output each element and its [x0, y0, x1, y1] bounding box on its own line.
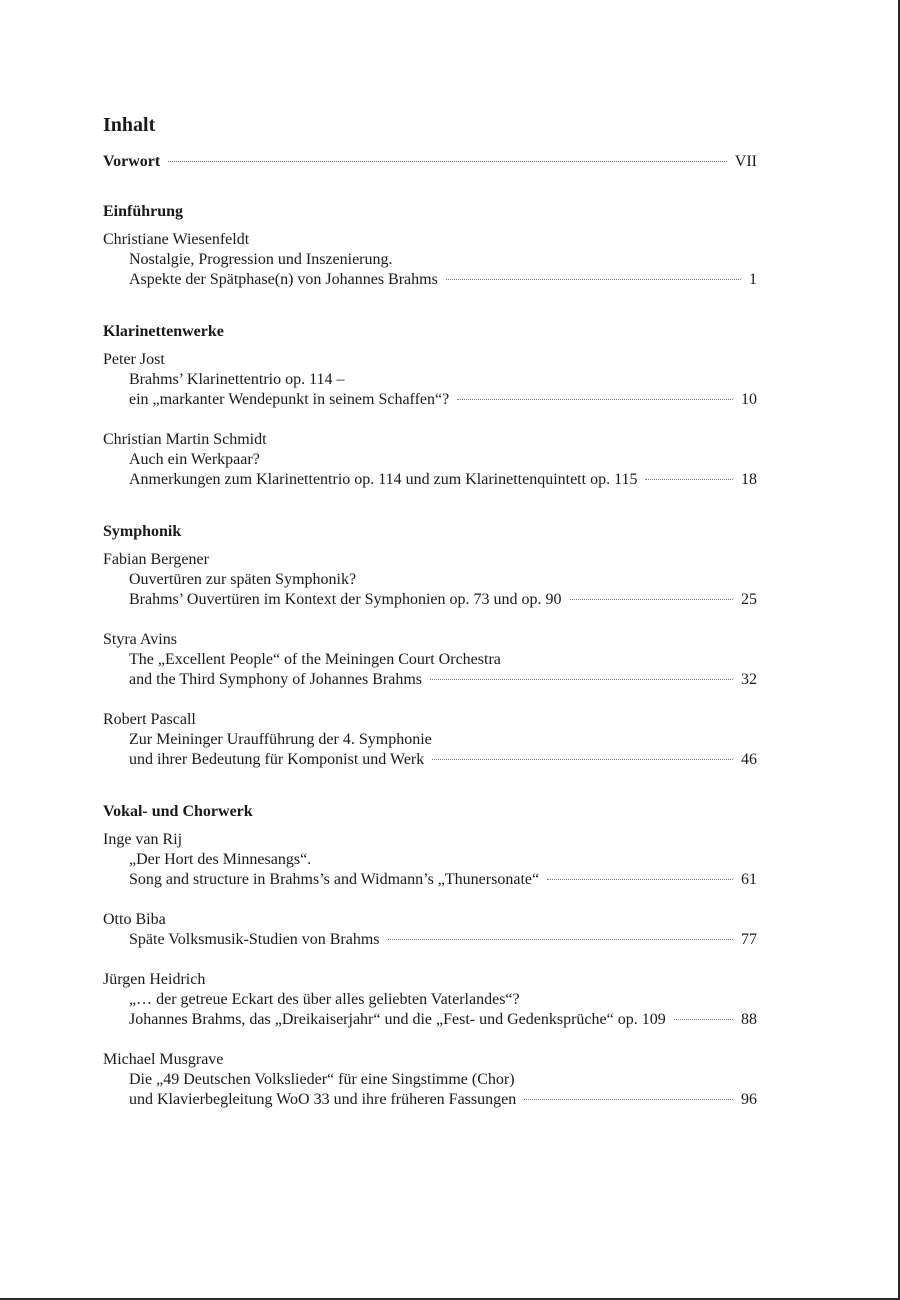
entry-author: Inge van Rij: [103, 831, 183, 848]
entry-title-line: Anmerkungen zum Klarinettentrio op. 114 und zum Klarinettenquintett op. 115: [129, 471, 638, 488]
dot-leader: [446, 279, 741, 280]
preface-label: Vorwort: [103, 153, 161, 170]
entry-final-line: [103, 390, 757, 410]
entry-title-line: Brahms’ Ouvertüren im Kontext der Symphonien op. 73 und op. 90: [129, 591, 562, 608]
page-number: 25: [741, 591, 757, 608]
dot-leader: [430, 679, 733, 680]
page-number: 88: [741, 1011, 757, 1028]
toc-entry[interactable]: [103, 830, 757, 890]
toc-entry[interactable]: [103, 970, 757, 1030]
entry-title-line: The „Excellent People“ of the Meiningen Court Orchestra: [129, 651, 501, 668]
entry-final-line: [103, 670, 757, 690]
entry-author: Otto Biba: [103, 911, 166, 928]
page-number: 10: [741, 391, 757, 408]
entry-title-line: Zur Meininger Uraufführung der 4. Symphonie: [129, 731, 432, 748]
entry-title-line: and the Third Symphony of Johannes Brahms: [129, 671, 423, 688]
entry-author: Fabian Bergener: [103, 551, 209, 568]
page-number: 18: [741, 471, 757, 488]
dot-leader: [168, 161, 727, 162]
toc-entry[interactable]: [103, 230, 757, 290]
page-number: 77: [741, 931, 757, 948]
dot-leader: [674, 1019, 733, 1020]
entry-title-line: „Der Hort des Minnesangs“.: [129, 851, 312, 868]
entry-final-line: [103, 1090, 757, 1110]
entry-author: Peter Jost: [103, 351, 165, 368]
page-title: Inhalt: [103, 114, 156, 136]
dot-leader: [432, 759, 733, 760]
entry-title-line: ein „markanter Wendepunkt in seinem Schaffen“?: [129, 391, 450, 408]
section-heading: Symphonik: [103, 523, 182, 540]
page-number: 1: [749, 271, 757, 288]
toc-section: [103, 322, 757, 490]
toc-entry[interactable]: [103, 550, 757, 610]
dot-leader: [645, 479, 733, 480]
entry-title-line: Aspekte der Spätphase(n) von Johannes Brahms: [129, 271, 438, 288]
entry-title-line: Die „49 Deutschen Volkslieder“ für eine Singstimme (Chor): [129, 1071, 515, 1088]
page-number: 61: [741, 871, 757, 888]
entry-author: Michael Musgrave: [103, 1051, 224, 1068]
dot-leader: [457, 399, 733, 400]
entry-final-line: [103, 270, 757, 290]
table-of-contents: [103, 112, 757, 1142]
page-number: VII: [734, 153, 757, 170]
entry-final-line: [103, 930, 757, 950]
entry-title-line: Nostalgie, Progression und Inszenierung.: [129, 251, 393, 268]
toc-entry[interactable]: [103, 350, 757, 410]
entry-title-line: Johannes Brahms, das „Dreikaiserjahr“ und die „Fest- und Gedenksprüche“ op. 109: [129, 1011, 666, 1028]
toc-entry[interactable]: [103, 1050, 757, 1110]
toc-section: [103, 522, 757, 770]
entry-final-line: [103, 750, 757, 770]
page-number: 46: [741, 751, 757, 768]
toc-entry[interactable]: [103, 710, 757, 770]
toc-section: [103, 202, 757, 290]
section-heading: Einführung: [103, 203, 184, 220]
toc-entry[interactable]: [103, 910, 757, 950]
dot-leader: [570, 599, 733, 600]
entry-author: Jürgen Heidrich: [103, 971, 206, 988]
dot-leader: [388, 939, 733, 940]
dot-leader: [524, 1099, 733, 1100]
section-heading: Vokal- und Chorwerk: [103, 803, 253, 820]
dot-leader: [547, 879, 733, 880]
entry-final-line: [103, 590, 757, 610]
entry-title-line: und ihrer Bedeutung für Komponist und Werk: [129, 751, 425, 768]
entry-final-line: [103, 1010, 757, 1030]
toc-entry-preface[interactable]: [103, 152, 757, 172]
page-number: 32: [741, 671, 757, 688]
section-heading: Klarinettenwerke: [103, 323, 224, 340]
entry-author: Christiane Wiesenfeldt: [103, 231, 250, 248]
entry-final-line: [103, 870, 757, 890]
entry-author: Christian Martin Schmidt: [103, 431, 267, 448]
entry-final-line: [103, 470, 757, 490]
toc-entry[interactable]: [103, 630, 757, 690]
entry-title-line: Brahms’ Klarinettentrio op. 114 –: [129, 371, 345, 388]
entry-title-line: und Klavierbegleitung WoO 33 und ihre früheren Fassungen: [129, 1091, 517, 1108]
entry-title-line: Auch ein Werkpaar?: [129, 451, 260, 468]
entry-title-line: „… der getreue Eckart des über alles geliebten Vaterlandes“?: [129, 991, 520, 1008]
entry-title-line: Späte Volksmusik-Studien von Brahms: [129, 931, 380, 948]
entry-author: Styra Avins: [103, 631, 177, 648]
toc-entry[interactable]: [103, 430, 757, 490]
entry-title-line: Song and structure in Brahms’s and Widmann’s „Thunersonate“: [129, 871, 540, 888]
entry-author: Robert Pascall: [103, 711, 196, 728]
entry-title-line: Ouvertüren zur späten Symphonik?: [129, 571, 357, 588]
toc-section: [103, 802, 757, 1110]
page-number: 96: [741, 1091, 757, 1108]
